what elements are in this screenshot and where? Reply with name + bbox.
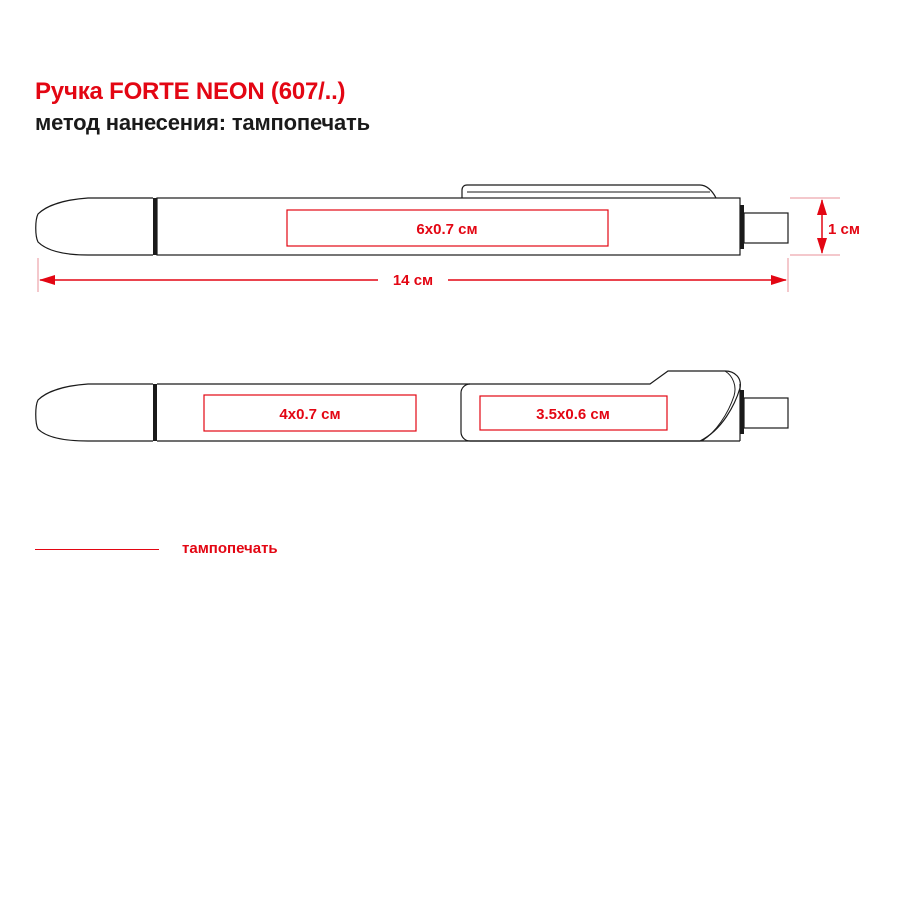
plunger-side xyxy=(744,398,788,428)
print-area-side-clip-label: 3.5x0.6 см xyxy=(536,406,610,423)
print-area-side-barrel-label: 4x0.7 см xyxy=(279,406,341,423)
plunger xyxy=(744,213,788,243)
legend-line xyxy=(35,549,159,550)
page-subtitle: метод нанесения: тампопечать xyxy=(35,110,370,135)
tip-ring-side xyxy=(153,384,157,441)
length-label: 14 см xyxy=(392,272,434,289)
diameter-label: 1 см xyxy=(828,221,860,238)
print-area-top-label: 6x0.7 см xyxy=(416,221,478,238)
pen-tip xyxy=(36,198,153,255)
legend-label: тампопечать xyxy=(182,540,278,557)
pen-tip-side xyxy=(36,384,153,441)
pen-top-view xyxy=(36,185,788,255)
barrel-side xyxy=(157,384,740,441)
page-title: Ручка FORTE NEON (607/..) xyxy=(35,78,346,105)
